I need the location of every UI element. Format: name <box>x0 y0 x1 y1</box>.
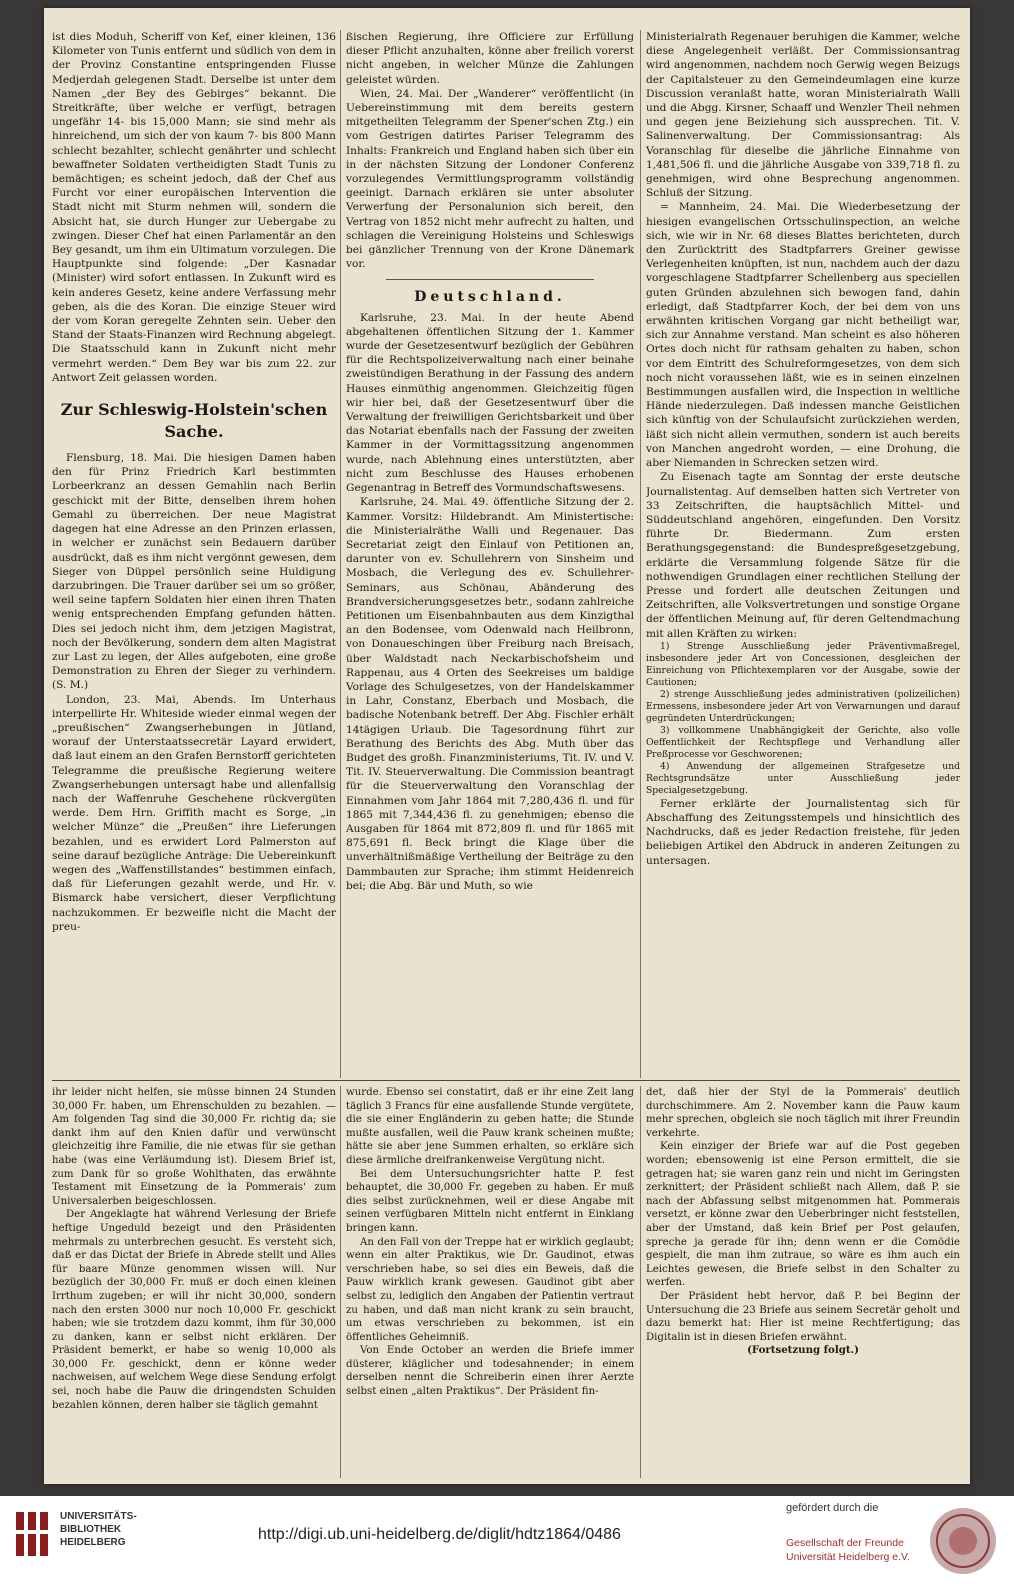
column-divider <box>340 30 341 1078</box>
article-london-cont: ßischen Regierung, ihre Officiere zur Erfüllung dieser Pflicht anzuhalten, könne aber freilich vorerst nicht angeben, in welcher Münze die Zahlungen geleistet würden. <box>346 31 634 86</box>
viewer-footer <box>0 1496 1014 1584</box>
article-flensburg: Flensburg, 18. Mai. Die hiesigen Damen haben den für Prinz Friedrich Karl bestimmten Lorbeerkranz an dessen Gemahlin nach Berlin geschickt mit der Bitte, denselben ihrem hohen Gemahl zu überreichen. Der neue Magistrat dagegen hat eine Adresse an den Prinzen erlassen, in welcher er zunächst sein Bedauern darüber ausdrückt, daß es ihm nicht vergönnt gewesen, dem Sieger von Düppel persönlich seine Huldigung darzubringen. Die Trauer darüber sei um so größer, weil seine tapfern Soldaten hier einen ihren Thaten wenig entsprechenden Empfang gefunden hätten. Dies sei jedoch nicht ihm, dem jetzigen Magistrat, noch der Bevölkerung, sondern dem alten Magistrat zur Last zu legen, der Alles aufgeboten, eine große Demonstration zu Ehren der Sieger zu verhindern. (S. M.) <box>52 452 336 692</box>
feuilleton-paragraph: An den Fall von der Treppe hat er wirklich geglaubt; wenn ein alter Praktikus, wie Dr. Gaudinot, etwas verschrieben habe, so sei dies ein Beweis, daß die Pauw wirklich krank gewesen. Gaudinot gibt aber selbst zu, lediglich den Angaben der Patientin vertraut zu haben, und daß man nicht krank zu sein braucht, um etwas verschrieben zu bekommen, ist ein öffentliches Geheimniß. <box>346 1236 634 1343</box>
article-tunis: ist dies Moduh, Scheriff von Kef, einer kleinen, 136 Kilometer von Tunis entfernt und südlich von dem in der Provinz Constantine entspringenden Flusse Medjerdah gelegenen Stadt. Derselbe ist unter dem Namen „der Bey des Gebirges“ bekannt. Die Streitkräfte, über welche er verfügt, betragen ungefähr 14- bis 15,000 Mann; sie sind mehr als hinreichend, um sich der von kaum 7- bis 800 Mann schlecht bezahlter, schlecht genährter und schlecht bewaffneter Soldaten vertheidigten Stadt Tunis zu bemächtigen; es scheint jedoch, daß der Chef aus Furcht vor einer europäischen Intervention die Stadt nicht mit Sturm nehmen will, sondern die Absicht hat, sie durch Hunger zur Uebergabe zu zwingen. Dieser Chef hat einen Parlamentär an den Bey gesandt, um ihm ein Ultimatum vorzulegen. Die Hauptpunkte sind folgende: „Der Kasnadar (Minister) wird sofort entlassen. In Zukunft wird es kein anderes Gesetz, keine andere Verfassung mehr geben, als die des Koran. Die einzige Steuer wird der vom Koran geregelte Zehnten sein. Ueber den Stand der Staats-Finanzen wird Rechnung abgelegt. Die Staatsschuld kann in Zukunft nicht mehr vermehrt werden.“ Dem Bey war bis zum 22. zur Antwort Zeit gelassen worden. <box>52 31 336 384</box>
article-eisenach-end: Ferner erklärte der Journalistentag sich für Abschaffung des Zeitungsstempels und hinsichtlich des Nachdrucks, daß es jeder Redaction freistehe, für jeden beliebigen Artikel den Abdruck in anderen Zeitungen zu untersagen. <box>646 797 960 867</box>
section-heading-deutschland: Deutschland. <box>414 289 566 306</box>
newspaper-page <box>44 8 970 1484</box>
feuilleton-paragraph: ihr leider nicht helfen, sie müsse binnen 24 Stunden 30,000 Fr. haben, um Ehrenschulden zu bezahlen. — Am folgenden Tag sind die 30,000 Fr. richtig da; sie dankt ihm auf den Knien dafür und verwünscht gleichzeitig ihre Familie, die nie etwas für sie gethan habe (was eine Verläumdung ist). Diesem Brief ist, zum Dank für so große Wohlthaten, das erwähnte Testament mit Einsetzung de la Pommerais' zum Universalerben beigeschlossen. <box>52 1087 336 1207</box>
column-divider <box>340 1086 341 1478</box>
section-heading-schleswig: Zur Schleswig-Holstein'schen Sache. <box>60 400 328 442</box>
university-seal-icon <box>928 1506 998 1576</box>
list-item: 4) Anwendung der allgemeinen Strafgesetze und Rechtsgrundsätze unter Ausschließung jeder Specialgesetzgebung. <box>646 760 960 796</box>
list-item: 2) strenge Ausschließung jedes administrativen (polizeilichen) Ermessens, insbesondere jeder Art von Verwarnungen und darauf gegründeten Unterdrückungen; <box>646 688 960 724</box>
feuilleton-column-3 <box>646 1086 960 1476</box>
feuilleton-paragraph: wurde. Ebenso sei constatirt, daß er ihr eine Zeit lang täglich 3 Francs für eine ausfallende Stunde vergütete, die sie einer Engländerin zu geben hatte; die Stunde mußte ausfallen, weil die Pauw krank scheinen mußte; hätte sie aber jene Summen erhalten, so erkläre sich diese ärmliche dreifrankenweise Vergütung nicht. <box>346 1087 634 1166</box>
feuilleton-rule <box>52 1080 960 1081</box>
article-karlsruhe-23: Karlsruhe, 23. Mai. In der heute Abend abgehaltenen öffentlichen Sitzung der 1. Kammer wurde der Gesetzesentwurf bezüglich der Gebühren für die Rechtspolizeiverwaltung nach einer beinahe zweistündigen Berathung in der Fassung des andern Hauses einmüthig angenommen. Gleichzeitig fügen wir hier bei, daß der Gesetzesentwurf über die Verwaltung der freiwilligen Gerichtsbarkeit und über das Notariat ebenfalls nach der Fassung der zweiten Kammer in der Vormittagssitzung angenommen wurde, nach Ablehnung eines unterstützten, aber nicht zum Beschlusse des Hauses erhobenen Gegenantrag in Betreff des Vormundschaftswesens. <box>346 311 634 495</box>
feuilleton-paragraph: Der Präsident hebt hervor, daß P. bei Beginn der Untersuchung die 23 Briefe aus seinem Secretär geholt und dazu bemerkt hat: Hier ist meine Rechtfertigung; das Digitalin ist in diesen Briefen erwähnt. <box>646 1290 960 1343</box>
feuilleton-paragraph: Der Angeklagte hat während Verlesung der Briefe heftige Ungeduld bezeigt und den Präsidenten mehrmals zu unterbrechen gesucht. Es versteht sich, daß er das Dictat der Briefe in Abrede stellt und Alles für baare Münze genommen wissen will. Nur bezüglich der 30,000 Fr. muß er doch einen kleinen Irrthum zugeben; er will ihr nicht 30,000, sondern nach den ersten 3000 nur noch 10,000 Fr. geschickt haben; wie sie trotzdem dazu kommt, ihm für 30,000 zu danken, kann er selbst nicht erklären. Der Präsident bemerkt, er habe so wenig 10,000 als 30,000 Fr. geschickt, denn er könne weder nachweisen, auf welchem Wege diese Sendung erfolgt sei, noch habe die Pauw die dringendsten Schulden bezahlen können, deren halber sie täglich gemahnt <box>52 1209 336 1411</box>
feuilleton-paragraph: Kein einziger der Briefe war auf die Post gegeben worden; ebensowenig ist eine Person ermittelt, die sie getragen hat; sie waren ganz rein und nicht im Geringsten zerknittert; der Präsident schließt nach Allem, daß P. sie nach der Abfassung selbst mitgenommen hat. Pommerais versetzt, er könne zwar den Ueberbringer nicht feststellen, aber der Umstand, daß kein Brief per Post gelaufen, spreche ja gerade für ihn; denn wenn er die Comödie gespielt, die man ihm zutraue, so wäre es ihm auch ein Leichtes gewesen, die Briefe selbst in den Schalter zu werfen. <box>646 1141 960 1289</box>
sponsor-name[interactable]: Gesellschaft der Freunde Universität Heidelberg e.V. <box>786 1537 910 1563</box>
column-1 <box>52 30 336 1074</box>
feuilleton-column-1 <box>52 1086 336 1476</box>
feuilleton-paragraph: Von Ende October an werden die Briefe immer düsterer, kläglicher und todesahnender; in einem derselben nennt die Schreiberin einen ihrer Aerzte selbst einen „alten Praktikus“. Der Präsident fin- <box>346 1345 634 1398</box>
column-divider <box>640 30 641 1078</box>
column-3 <box>646 30 960 1074</box>
article-karlsruhe-cont: Ministerialrath Regenauer beruhigen die Kammer, welche diese Angelegenheit verläßt. Der Commissionsantrag wird angenommen, nachdem noch Gerwig wegen Beizugs der Capitalsteuer zu den Gemeindeumlagen eine kurze Discussion veranlaßt hatte, woran Ministerialrath Walli und die Abgg. Kirsner, Schaaff und Wenzler Theil nehmen und gegen jene Beiziehung sich aussprechen. Tit. V. Salinenverwaltung. Der Commissionsantrag: Als Voranschlag für dieselbe die jährliche Einnahme von 1,481,506 fl. und die jährliche Ausgabe von 339,718 fl. zu genehmigen, wird ohne Besprechung angenommen. Schluß der Sitzung. <box>646 31 960 200</box>
section-rule <box>386 279 594 280</box>
sponsor-label: gefördert durch die <box>786 1502 879 1514</box>
article-wien: Wien, 24. Mai. Der „Wanderer“ veröffentlicht (in Uebereinstimmung mit dem bereits gestern mitgetheilten Telegramm der Spener'schen Ztg.) ein vom Gestrigen datirtes Pariser Telegramm des Inhalts: Frankreich und England haben sich über ein in der nächsten Sitzung der Londoner Conferenz vorzulegendes Vermittlungsprogramm vollständig geeinigt. Darnach erklären sie unter absoluter Verwerfung der Personalunion sich bereit, den Vertrag von 1852 nicht mehr aufrecht zu halten, und schlagen die Vereinigung Holsteins und Schleswigs bei gänzlicher Trennung von der Krone Dänemark vor. <box>346 87 634 271</box>
continued-note: (Fortsetzung folgt.) <box>747 1344 859 1357</box>
feuilleton-paragraph: Bei dem Untersuchungsrichter hatte P. fest behauptet, die 30,000 Fr. gegeben zu haben. Er muß dies selbst zurücknehmen, weil er diese Angabe mit seinen verfügbaren Mitteln nicht entfernt in Einklang bringen kann. <box>346 1168 634 1234</box>
article-london: London, 23. Mai, Abends. Im Unterhaus interpellirte Hr. Whiteside wieder einmal wegen der „preußischen“ Zwangserhebungen in Jütland, worauf der Unterstaatssecretär Layard erwidert, daß laut einem an den Grafen Bernstorff gerichteten Telegramme die preußische Regierung weitere Zwangserhebungen untersagt habe und allenfallsig nach der Waffenruhe Geschehene rückvergüten werde. Dem Hrn. Griffith macht es Sorge, „in welcher Münze“ die „Preußen“ ihre Lieferungen bezahlen, und es erwidert Lord Palmerston auf seine darauf bezügliche Anträge: Die Uebereinkunft wegen des „Waffenstillstandes“ bestimmen einfach, daß für Lieferungen gezahlt werde, und Hr. v. Bismarck habe versichert, dieser Verpflichtung nachzukommen. Er bezweifle nicht die Macht der preu- <box>52 693 336 933</box>
article-eisenach: Zu Eisenach tagte am Sonntag der erste deutsche Journalistentag. Auf demselben hatten sich Vertreter von 33 Zeitschriften, die hauptsächlich Mittel- und Süddeutschland angehören, eingefunden. Den Vorsitz führte Dr. Biedermann. Zum ersten Berathungsgegenstand: die Bundespreßgesetzgebung, erklärte die Versammlung folgende Sätze für die nothwendigen Grundlagen einer rechtlichen Stellung der Presse und fordert alle deutschen Zeitungen und Zeitschriften, alle Volksvertretungen und sonstige Organe der öffentlichen Meinung auf, für deren Geltendmachung mit allen Kräften zu wirken: <box>646 471 960 640</box>
article-karlsruhe-24: Karlsruhe, 24. Mai. 49. öffentliche Sitzung der 2. Kammer. Vorsitz: Hildebrandt. Am Ministertische: die Ministerialräthe Walli und Regenauer. Das Secretariat zeigt den Einlauf von Petitionen an, darunter von ev. Schullehrern von Sinsheim und Mosbach, die Verlegung des ev. Schullehrer-Seminars, aus Schönau, Abänderung des Brandversicherungsgesetzes betr., sodann zahlreiche Petitionen um Eisenbahnbauten aus dem Kinzigthal an den Bodensee, vom Odenwald nach Heilbronn, von Donaueschingen über Freiburg nach Breisach, über Waldstadt nach Neckarbischofsheim und Rappenau, aus 4 Orten des Seekreises um baldige Vorlage des Schulgesetzes, von der Handelskammer in Lahr, Constanz, Eberbach und Mosbach, die badische Notenbank betreff. Der Abg. Fischler erhält 14tägigen Urlaub. Die Tagesordnung führt zur Berathung des Berichts des Abg. Muth über das Budget des großh. Finanzministeriums, Tit. IV. und V. Tit. IV. Steuerverwaltung. Die Commission beantragt für die Steuerverwaltung den Voranschlag der Einnahmen vom Jahr 1864 mit 7,280,436 fl. und für 1865 mit 7,344,436 fl. zu genehmigen; ebenso die Ausgaben für 1864 mit 872,809 fl. und für 1865 mit 875,691 fl. Beck bringt die Klage über die unverhältnißmäßige Vertheilung der Beiträge zu den Dammbauten zur Sprache; ihm stimmt Heidenreich bei; die Abg. Bär und Muth, so wie <box>346 496 634 892</box>
list-item: 3) vollkommene Unabhängigkeit der Gerichte, also volle Oeffentlichkeit der Rechtspflege und Verhandlung aller Preßprocesse vor Geschworenen; <box>646 724 960 760</box>
column-divider <box>640 1086 641 1478</box>
feuilleton-column-2 <box>346 1086 634 1476</box>
permalink-url[interactable]: http://digi.ub.uni-heidelberg.de/diglit/hdtz1864/0486 <box>258 1526 621 1543</box>
article-mannheim: = Mannheim, 24. Mai. Die Wiederbesetzung der hiesigen evangelischen Ortsschulinspection, an welche sich, wie wir in Nr. 68 dieses Blattes berichteten, durch den Zurücktritt des Stadtpfarrers Greiner gewisse Verlegenheiten knüpften, ist nun, nachdem auch der dazu vorgeschlagene Stadtpfarrer Schellenberg aus speciellen guten Gründen abzulehnen sich bewogen fand, dahin erledigt, daß Stadtpfarrer Koch, der bei dem von uns erwähnten kritischen Vorgang gar nicht betheiligt war, sich zur Annahme verstand. Man scheint es also höheren Ortes doch nicht für rathsam gehalten zu haben, schon vor dem Eintritt des Schulreformgesetzes, von dem sich noch nicht voraussehen läßt, wie es in seinen einzelnen Bestimmungen ausfallen wird, die Inspection in weltliche Hände niederzulegen. Daß indessen manche Geistlichen sich künftig von der Schulaufsicht zurückziehen werden, läßt sich nicht allein vermuthen, sondern ist auch bereits von Manchen angedroht worden, — eine Drohung, die aber Niemanden in Schrecken setzen wird. <box>646 201 960 470</box>
library-name: UNIVERSITÄTS- BIBLIOTHEK HEIDELBERG <box>60 1511 137 1548</box>
list-item: 1) Strenge Ausschließung jeder Präventivmaßregel, insbesondere jeder Art von Concessionen, desgleichen der Einreichung von Pflichtexemplaren vor der Ausgabe, sowie der Cautionen; <box>646 640 960 688</box>
library-logo-icon[interactable] <box>14 1510 52 1558</box>
feuilleton-paragraph: det, daß hier der Styl de la Pommerais' deutlich durchschimmere. Am 2. November kann die Pauw kaum mehr sprechen, obgleich sie noch täglich mit ihrer Freundin verkehrte. <box>646 1087 960 1139</box>
column-2 <box>346 30 634 1074</box>
